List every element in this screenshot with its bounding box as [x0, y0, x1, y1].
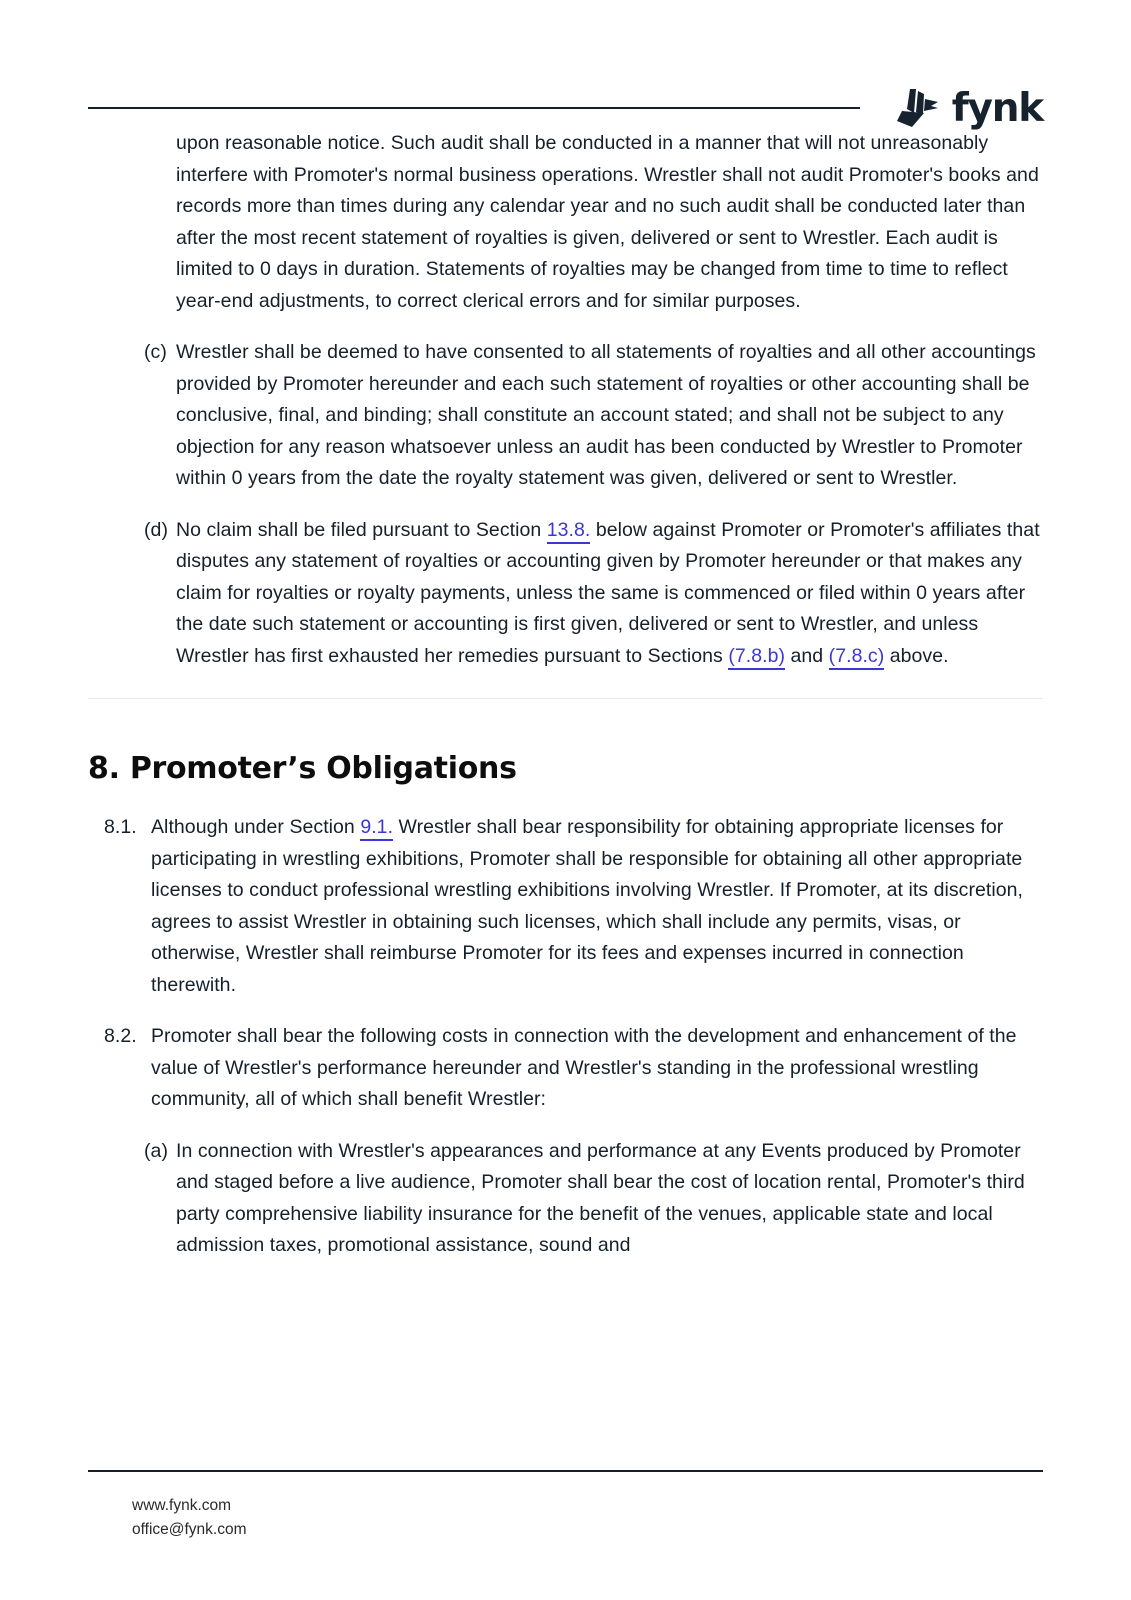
item-d-part1: No claim shall be filed pursuant to Section	[176, 518, 547, 541]
list-item-8-2-a	[144, 1136, 1043, 1262]
paragraph-continued-text: upon reasonable notice. Such audit shall be conducted in a manner that will not unreasonably interfere with Promoter's normal business operations. Wrestler shall not audit Promoter's books and records more than times during any calendar year and no such audit shall be conducted later than after the most recent statement of royalties is given, delivered or sent to Wrestler. Each audit is limited to 0 days in duration. Statements of royalties may be changed from time to time to reflect year-end adjustments, to correct clerical errors and for similar purposes.	[176, 132, 1039, 312]
footer-contact	[132, 1494, 1043, 1542]
list-item-8-1	[104, 812, 1043, 1001]
list-item-d-text	[176, 515, 1043, 673]
list-marker-8-2: 8.2.	[104, 1025, 137, 1047]
list-marker-8-1: 8.1.	[104, 816, 137, 838]
item-d-part4: above.	[884, 644, 949, 667]
footer-email[interactable]: office@fynk.com	[132, 1521, 247, 1538]
brand-wordmark: fynk	[951, 85, 1043, 131]
item-81-part1: Although under Section	[151, 816, 361, 838]
section-link-9-1[interactable]: 9.1.	[360, 816, 393, 841]
list-marker-8-2-a: (a)	[144, 1139, 168, 1162]
list-item-8-1-text	[151, 812, 1043, 1001]
paragraph-continued	[176, 128, 1043, 317]
section-divider	[88, 698, 1043, 699]
list-marker-d: (d)	[144, 518, 168, 541]
list-item-8-2-a-text: In connection with Wrestler's appearances and performance at any Events produced by Promoter and staged before a live audience, Promoter shall bear the cost of location rental, Promoter's third party comprehensive liability insurance for the benefit of the venues, applicable state and local admission taxes, promotional assistance, sound and	[176, 1139, 1025, 1256]
footer-website[interactable]: www.fynk.com	[132, 1497, 232, 1514]
header-rule	[88, 107, 860, 109]
list-item-8-2	[104, 1021, 1043, 1116]
item-81-part2: Wrestler shall bear responsibility for obtaining appropriate licenses for participating in wrestling exhibitions, Promoter shall be responsible for obtaining all other appropriate licenses to conduct professional wrestling exhibitions involving Wrestler. If Promoter, at its discretion, agrees to assist Wrestler in obtaining such licenses, which shall include any permits, visas, or otherwise, Wrestler shall reimburse Promoter for its fees and expenses incurred in connection therewith.	[151, 816, 1024, 996]
section-link-7-8-c[interactable]: (7.8.c)	[829, 645, 885, 670]
fynk-bird-logo-icon	[894, 87, 940, 129]
section-link-7-8-b[interactable]: (7.8.b)	[728, 645, 785, 670]
list-item-d	[144, 515, 1043, 673]
page-footer	[88, 1470, 1043, 1542]
footer-rule	[88, 1470, 1043, 1472]
item-d-part2: below against Promoter or Promoter's affiliates that disputes any statement of royalties or accounting given by Promoter hereunder or that makes any claim for royalties or royalty payments, unless the same is commenced or filed within 0 years after the date such statement or accounting is first given, delivered or sent to Wrestler, and unless Wrestler has first exhausted her remedies pursuant to Sections	[176, 518, 1040, 667]
section-link-13-8[interactable]: 13.8.	[547, 519, 591, 544]
list-item-8-2-text: Promoter shall bear the following costs in connection with the development and enhancement of the value of Wrestler's performance hereunder and Wrestler's standing in the professional wrestling community, all of which shall benefit Wrestler:	[151, 1025, 1017, 1110]
list-item-c-text: Wrestler shall be deemed to have consented to all statements of royalties and all other accountings provided by Promoter hereunder and each such statement of royalties or other accounting shall be conclusive, final, and binding; shall constitute an account stated; and shall not be subject to any objection for any reason whatsoever unless an audit has been conducted by Wrestler to Promoter within 0 years from the date the royalty statement was given, delivered or sent to Wrestler.	[176, 341, 1036, 489]
list-item-c	[144, 337, 1043, 495]
item-d-part3: and	[785, 644, 829, 667]
list-marker-c: (c)	[144, 341, 167, 363]
section-heading-8: 8. Promoter’s Obligations	[88, 751, 517, 786]
brand-lockup	[894, 87, 1043, 129]
document-body	[88, 128, 1043, 1282]
